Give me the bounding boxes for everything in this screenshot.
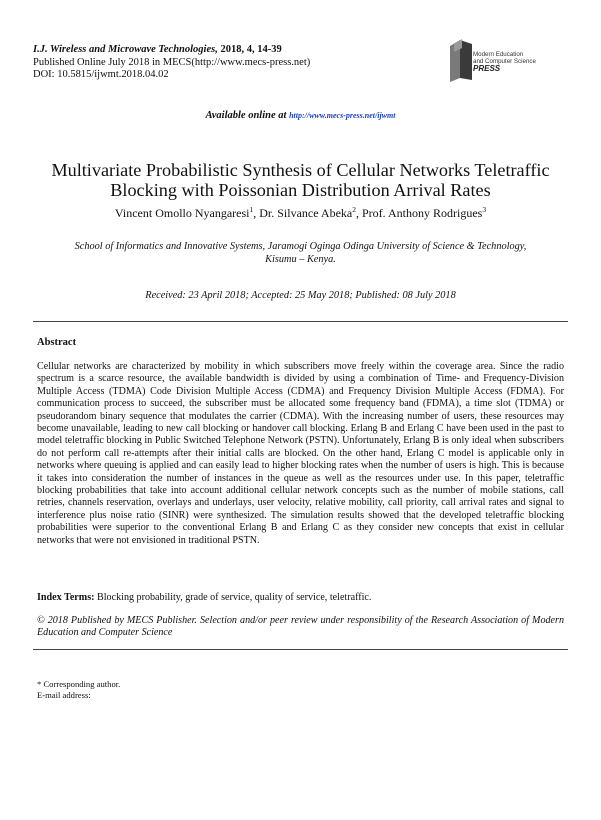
publication-dates: Received: 23 April 2018; Accepted: 25 May 2018; Published: 08 July 2018 xyxy=(145,290,456,301)
abstract-text: Cellular networks are characterized by mobility in which subscribers move freely within the coverage area. Since the radio spectrum is a scarce resource, the available bandwidth is divided by using a combination of Time- and Frequency-Division Multiple Access (TDMA) Code Division Multiple Access (CDMA) and Frequency Division Multiple Access (FDMA). For communication process to succeed, the subscriber must be allocated some frequency band (FDMA), a time slot (TDMA) or pseudorandom binary sequence that modulates the carrier (CDMA). With the increasing number of users, these resources may become unavailable, leading to new call blocking or handover call blocking. Erlang B and Erlang C have been used in the past to model teletraffic blocking in Public Switched Telephone Network (PSTN). Unfortunately, Erlang B is only ideal when subscribers do not perform call re-attempts after their initial calls are blocked. On the other hand, Erlang C model is applicable only in networks where queuing is applied and can easily lead to higher blocking rates when the number of users is high. This is because it takes into consideration the number of instances in the queue as well as the resources under use. In this paper, teletraffic blocking probabilities that take into account additional cellular network concepts such as the number of mobile stations, call retries, channels reservation, overlays and underlays, user velocity, relative mobility, call priority, call arrival rates and signal to interference plus noise ratio (SINR) were synthesized. The simulation results showed that the developed teletraffic blocking probabilities were superior to the conventional Erlang B and Erlang C as they consider new concepts that exist in cellular networks that were not envisioned in traditional PSTN. xyxy=(37,361,564,546)
abstract-heading: Abstract xyxy=(37,337,77,348)
journal-link[interactable]: http://www.mecs-press.net/ijwmt xyxy=(289,111,396,120)
logo-line2: and Computer Science xyxy=(473,58,536,65)
available-online xyxy=(0,110,601,121)
author: Vincent Omollo Nyangaresi$^1$, xyxy=(114,205,260,220)
author: Dr. Silvance Abeka$^2$, xyxy=(259,205,362,220)
book-logo-icon xyxy=(448,38,474,82)
paper-title xyxy=(30,160,571,200)
publisher-logo xyxy=(448,38,558,88)
journal-header xyxy=(33,44,310,82)
footnote xyxy=(37,679,120,700)
doi: DOI: 10.5815/ijwmt.2018.04.02 xyxy=(33,69,169,80)
corresponding-author: * Corresponding author. xyxy=(37,679,121,689)
title-line2: Blocking with Poissonian Distribution Arrival Rates xyxy=(110,180,491,200)
affiliation-line1: School of Informatics and Innovative Systems, Jaramogi Oginga Odinga University of Science & Technology, xyxy=(74,241,527,252)
author: Prof. Anthony Rodrigues$^3$ xyxy=(361,205,487,220)
logo-press: PRESS xyxy=(473,64,501,73)
available-label: Available online at xyxy=(205,110,287,121)
journal-volume: 2018, 4, 14-39 xyxy=(220,44,282,55)
affiliation-line2: Kisumu – Kenya. xyxy=(265,254,336,265)
logo-text xyxy=(473,51,536,72)
index-terms-text: Blocking probability, grade of service, quality of service, teletraffic. xyxy=(94,592,372,603)
logo-line1: Modern Education xyxy=(473,51,524,58)
journal-citation xyxy=(33,44,310,57)
index-terms-label: Index Terms: xyxy=(37,592,95,603)
bottom-divider xyxy=(33,649,568,650)
published-online: Published Online July 2018 in MECS(http://www.mecs-press.net) xyxy=(33,56,311,68)
title-line1: Multivariate Probabilistic Synthesis of Cellular Networks Teletraffic xyxy=(51,160,550,180)
copyright-notice: © 2018 Published by MECS Publisher. Selection and/or peer review under responsibility of the Research Association of Modern Education and Computer Science xyxy=(37,615,564,639)
author-list xyxy=(30,203,571,220)
journal-name: I.J. Wireless and Microwave Technologies, xyxy=(33,44,218,55)
affiliation xyxy=(30,240,571,266)
top-divider xyxy=(33,321,568,322)
index-terms xyxy=(37,592,564,604)
email-address: E-mail address: xyxy=(37,689,91,700)
